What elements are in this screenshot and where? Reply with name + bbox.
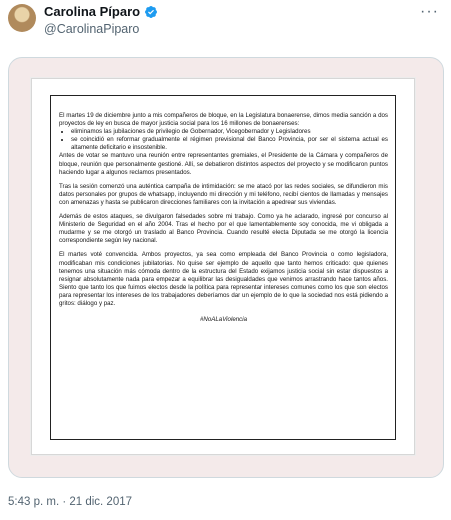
author-handle[interactable]: @CarolinaPiparo (44, 22, 140, 36)
tweet-header (0, 0, 451, 46)
bullet-item: • se coincidió en reformar gradualmente el régimen previsional del Banco Provincia, por ser el sistema actual es altamente deficitario e insostenible. (71, 136, 388, 152)
more-options-icon[interactable]: ··· (420, 3, 439, 20)
verified-badge-icon (144, 5, 158, 19)
author-name-row (44, 4, 158, 19)
tweet-image[interactable] (8, 57, 444, 478)
bullet-list (59, 128, 388, 152)
statement-document (31, 78, 415, 455)
author-display-name[interactable]: Carolina Píparo (44, 4, 141, 19)
paragraph-5: El martes voté convencida. Ambos proyectos, ya sea como empleada del Banco Provincia o como legisladora, modificaban mis condiciones jubilatorias. No quise ser ejemplo de aquello que tanto hemos criticado: que quienes tenemos una situación más cómoda dentro de la estructura del Estado exijamos justicia social sin estar dispuestos a resignar absolutamente nada para empezar a equilibrar las desigualdades que venimos arrastrando hace tantos años. Siento que tanto los que fuimos electos desde la política para representar intereses comunes como los que son electos para representar los intereses de los trabajadores deberíamos dar un ejemplo de lo que la sociedad nos está pidiendo a gritos: diálogo y paz. (59, 251, 388, 307)
hashtag: #NoALaViolencia (200, 316, 247, 324)
paragraph-1: El martes 19 de diciembre junto a mis compañeros de bloque, en la Legislatura bonaerense, dimos media sanción a dos proyectos de ley en busca de mayor justicia social para los 16 millones de bonaerenses: (59, 112, 388, 128)
paragraph-2: Antes de votar se mantuvo una reunión entre representantes gremiales, el Presidente de la Cámara y compañeros de bloque, reunión que personalmente gestioné. Allí, se debatieron distintos aspectos del proyecto y se modificaron puntos haciendo lugar a algunos reclamos presentados. (59, 152, 388, 176)
document-border (50, 95, 396, 440)
tweet-timestamp[interactable]: 5:43 p. m. · 21 dic. 2017 (8, 496, 133, 508)
paragraph-4: Además de estos ataques, se divulgaron falsedades sobre mi trabajo. Como ya he aclarado, ingresé por concurso al Ministerio de Seguridad en el año 2004. Tras el hecho por el que lamentablemente soy conocida, me vi obligada a mudarme y se me otorgó un traslado al Banco Provincia. Cuando resulté electa Diputada se me otorgó la licencia correspondiente según ley nacional. (59, 213, 388, 245)
bullet-item: • eliminamos las jubilaciones de privilegio de Gobernador, Vicegobernador y Legisladores (71, 128, 388, 136)
document-text (59, 112, 388, 324)
paragraph-3: Tras la sesión comenzó una auténtica campaña de intimidación: se me atacó por las redes sociales, se difundieron mis datos personales por grupos de whatsapp, incluyendo mi dirección y mi teléfono, recibí cientos de llamadas y mensajes con amenazas y hasta se publicaron direcciones familiares con la invitación a apedrear sus viviendas. (59, 182, 388, 206)
avatar[interactable] (8, 4, 36, 32)
